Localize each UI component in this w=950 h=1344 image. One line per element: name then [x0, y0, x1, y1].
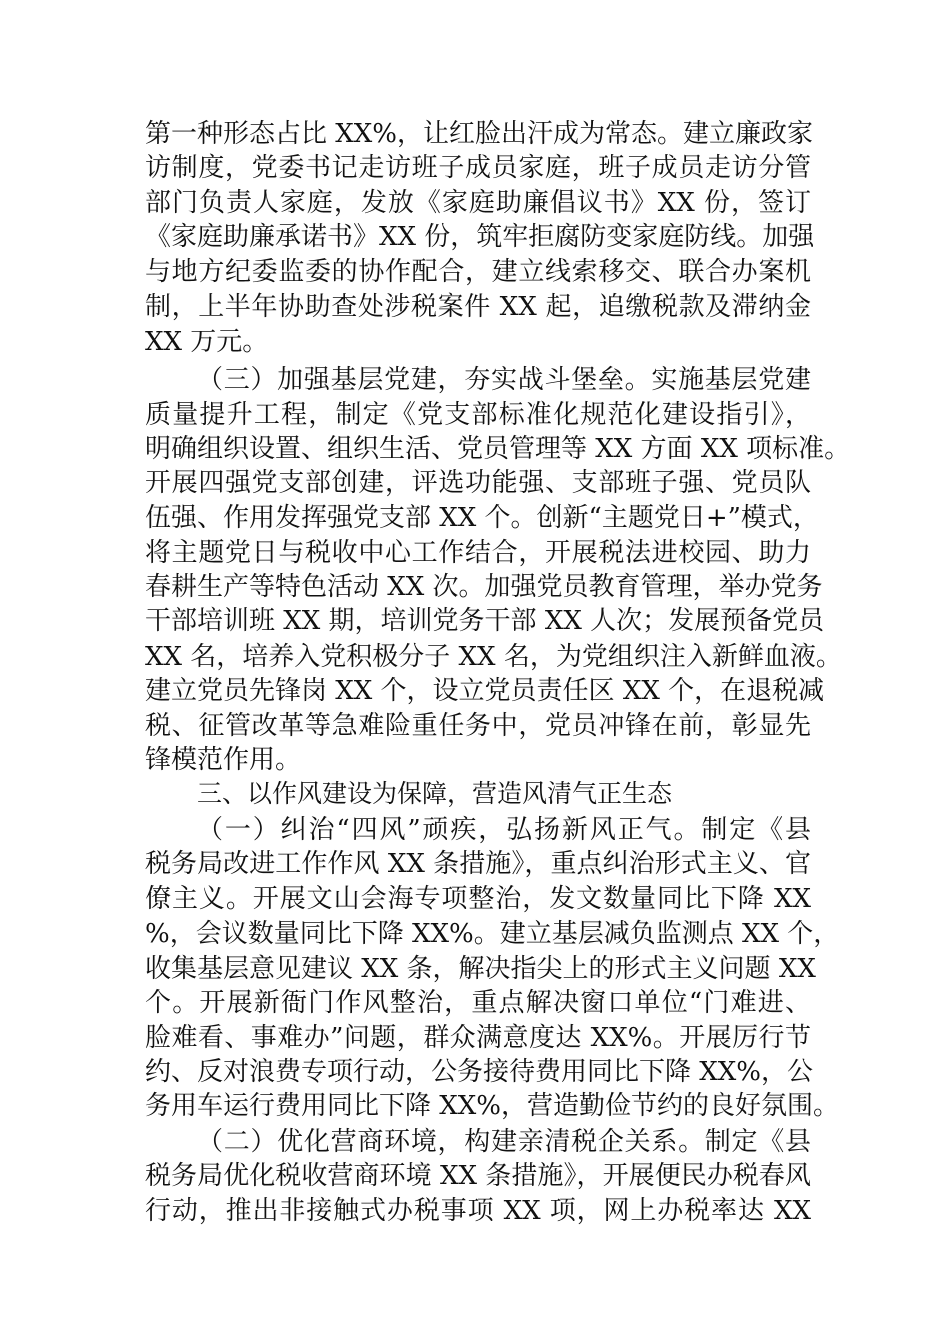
section-3-paragraph-start: （三）加强基层党建，夯实战斗堡垒。实施基层党建: [197, 365, 811, 395]
paragraph-line: 第一种形态占比 XX%，让红脸出汗成为常态。建立廉政家: [145, 119, 813, 149]
subsection-2-paragraph-start: （二）优化营商环境，构建亲清税企关系。制定《县: [197, 1127, 811, 1157]
paragraph-line: 个。开展新衙门作风整治，重点解决窗口单位“门难进、: [145, 988, 811, 1018]
section-heading: 三、以作风建设为保障，营造风清气正生态: [197, 779, 673, 808]
paragraph-line: %，会议数量同比下降 XX%。建立基层减负监测点 XX 个，: [145, 919, 840, 949]
paragraph-line: 务用车运行费用同比下降 XX%，营造勤俭节约的良好氛围。: [145, 1091, 839, 1121]
paragraph-line: 访制度，党委书记走访班子成员家庭，班子成员走访分管: [145, 153, 811, 183]
paragraph-line: XX 名，培养入党积极分子 XX 名，为党组织注入新鲜血液。: [145, 642, 842, 672]
paragraph-line: 与地方纪委监委的协作配合，建立线索移交、联合办案机: [145, 257, 811, 287]
paragraph-line: 锋模范作用。: [145, 745, 302, 775]
paragraph-line: 行动，推出非接触式办税事项 XX 项，网上办税率达 XX: [145, 1196, 811, 1226]
subsection-1-paragraph-start: （一）纠治“四风”顽疾，弘扬新风正气。制定《县: [197, 815, 811, 845]
paragraph-line: 质量提升工程，制定《党支部标准化规范化建设指引》，: [145, 400, 811, 430]
paragraph-line: 部门负责人家庭，发放《家庭助廉倡议书》XX 份，签订: [145, 188, 811, 218]
paragraph-line: 僚主义。开展文山会海专项整治，发文数量同比下降 XX: [145, 884, 811, 914]
paragraph-line: 制，上半年协助查处涉税案件 XX 起，追缴税款及滞纳金: [145, 292, 811, 322]
paragraph-line: 税、征管改革等急难险重任务中，党员冲锋在前，彰显先: [145, 711, 811, 741]
paragraph-line: 春耕生产等特色活动 XX 次。加强党员教育管理，举办党务: [145, 572, 823, 602]
paragraph-line: 干部培训班 XX 期，培训党务干部 XX 人次；发展预备党员: [145, 606, 825, 636]
paragraph-line: 脸难看、事难办”问题，群众满意度达 XX%。开展厉行节: [145, 1023, 811, 1053]
paragraph-line: 收集基层意见建议 XX 条，解决指尖上的形式主义问题 XX: [145, 954, 816, 984]
paragraph-line: 税务局改进工作作风 XX 条措施》，重点纠治形式主义、官: [145, 849, 811, 879]
paragraph-line: 伍强、作用发挥强党支部 XX 个。创新“主题党日+”模式，: [145, 503, 819, 533]
paragraph-line: 明确组织设置、组织生活、党员管理等 XX 方面 XX 项标准。: [145, 434, 851, 464]
paragraph-line: 《家庭助廉承诺书》XX 份，筑牢拒腐防变家庭防线。加强: [145, 222, 815, 252]
paragraph-line: 税务局优化税收营商环境 XX 条措施》，开展便民办税春风: [145, 1161, 811, 1191]
paragraph-line: 开展四强党支部创建，评选功能强、支部班子强、党员队: [145, 468, 811, 498]
paragraph-line: 建立党员先锋岗 XX 个，设立党员责任区 XX 个，在退税减: [145, 676, 825, 706]
paragraph-line: XX 万元。: [145, 327, 269, 357]
paragraph-line: 约、反对浪费专项行动，公务接待费用同比下降 XX%，公: [145, 1057, 813, 1087]
paragraph-line: 将主题党日与税收中心工作结合，开展税法进校园、助力: [145, 538, 811, 568]
